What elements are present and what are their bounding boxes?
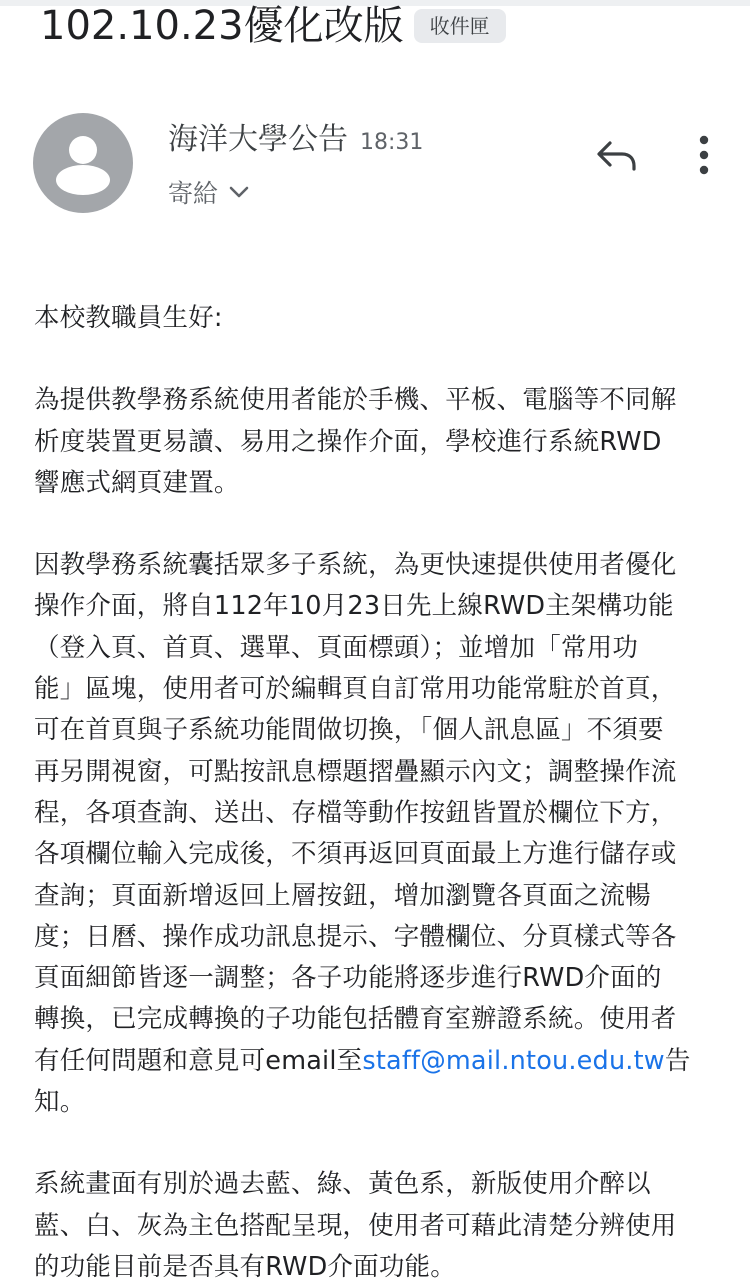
body-paragraph-1: 為提供教學務系統使用者能於手機、平板、電腦等不同解 析度裝置更易讀、易用之操作介面，學校進行系統RWD 響應式網頁建置。 [34,385,677,498]
chevron-down-icon [228,185,250,199]
recipients-toggle[interactable] [168,172,250,212]
email-body [34,298,724,1280]
body-paragraph-3: 系統畫面有別於過去藍、綠、黃色系，新版使用介醉以 藍、白、灰為主色搭配呈現，使用者可藉此清楚分辨使用 的功能目前是否具有RWD介面功能。 [34,1169,677,1280]
sender-row [168,114,423,158]
to-label: 寄給 [168,179,219,208]
more-options-button[interactable] [688,131,720,179]
email-header [40,2,740,50]
sender-avatar[interactable] [33,113,133,213]
received-time: 18:31 [360,130,424,155]
person-avatar-icon [33,113,133,213]
email-subject: 102.10.23優化改版 [40,3,404,49]
more-vert-icon [688,131,720,179]
body-paragraph-2-text: 因教學務系統囊括眾多子系統，為更快速提供使用者優化 操作介面，將自112年10月23日先上線RWD主架構功能 （登入頁、首頁、選單、頁面標頭）；並增加「常用功 能」區塊，使用者可於編輯頁自訂常用功能常駐於首頁， 可在首頁與子系統功能間做切換，「個人訊息區」不須要 再另開視窗，可點按訊息標題摺疊顯示內文；調整操作流 程，各項查詢、送出、存檔等動作按鈕皆置於欄位下方， 各項欄位輸入完成後，不須再返回頁面最上方進行儲存或 查詢；頁面新增返回上層按鈕，增加瀏覽各頁面之流暢 度；日曆、操作成功訊息提示、字體欄位、分頁樣式等各 頁面細節皆逐一調整；各子功能將逐步進行RWD介面的 轉換，已完成轉換的子功能包括體育室辦證系統。使用者 有任何問題和意見可email至 [34,550,677,1076]
reply-button[interactable] [594,133,640,179]
body-greeting: 本校教職員生好: [34,303,223,333]
sender-name[interactable]: 海洋大學公告 [168,122,348,157]
body-paragraph-2 [34,545,724,1123]
email-link[interactable]: staff@mail.ntou.edu.tw [362,1045,665,1076]
inbox-label-chip[interactable]: 收件匣 [414,9,506,43]
reply-icon [594,133,640,179]
body-paragraph-2-end: 告 知。 [34,1045,691,1118]
